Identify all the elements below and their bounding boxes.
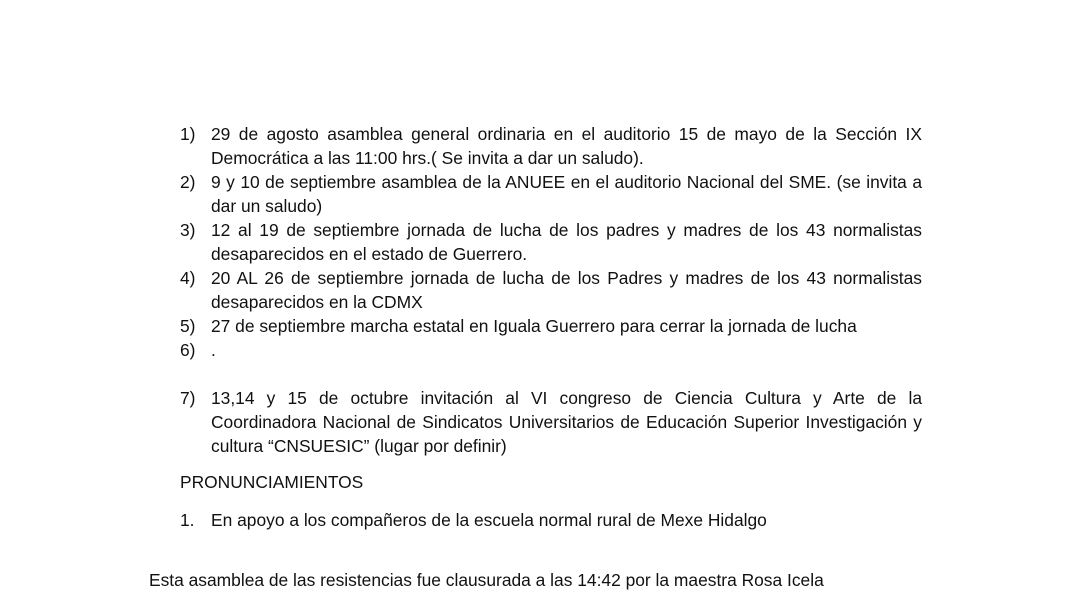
item-number: 1. bbox=[180, 510, 195, 530]
item-number: 7) bbox=[180, 388, 196, 408]
item-text: En apoyo a los compañeros de la escuela normal rural de Mexe Hidalgo bbox=[211, 510, 767, 530]
list-item bbox=[180, 386, 922, 458]
spacer bbox=[180, 362, 922, 386]
section-heading: PRONUNCIAMIENTOS bbox=[180, 472, 364, 492]
item-text: 9 y 10 de septiembre asamblea de la ANUEE en el auditorio Nacional del SME. (se invita a dar un saludo) bbox=[211, 172, 922, 216]
list-item bbox=[180, 170, 922, 218]
list-item bbox=[180, 314, 922, 338]
item-text: 12 al 19 de septiembre jornada de lucha de los padres y madres de los 43 normalistas desaparecidos en el estado de Guerrero. bbox=[211, 220, 922, 264]
item-text: 20 AL 26 de septiembre jornada de lucha de los Padres y madres de los 43 normalistas desaparecidos en la CDMX bbox=[211, 268, 922, 312]
list-item bbox=[180, 122, 922, 170]
item-text: 13,14 y 15 de octubre invitación al VI congreso de Ciencia Cultura y Arte de la Coordinadora Nacional de Sindicatos Universitarios de Educación Superior Investigación y cultura “CNSUESIC” (lugar por definir) bbox=[211, 388, 922, 456]
list-item bbox=[180, 338, 922, 362]
pronouncements-list bbox=[180, 508, 922, 532]
item-number: 1) bbox=[180, 124, 196, 144]
item-text: 29 de agosto asamblea general ordinaria en el auditorio 15 de mayo de la Sección IX Democrática a las 11:00 hrs.( Se invita a dar un saludo). bbox=[211, 124, 922, 168]
item-number: 2) bbox=[180, 172, 196, 192]
agenda-list bbox=[180, 122, 922, 458]
list-item bbox=[180, 508, 922, 532]
item-number: 4) bbox=[180, 268, 196, 288]
list-item bbox=[180, 266, 922, 314]
item-number: 5) bbox=[180, 316, 196, 336]
item-number: 3) bbox=[180, 220, 196, 240]
item-text: . bbox=[211, 340, 216, 360]
item-number: 6) bbox=[180, 340, 196, 360]
closing-paragraph: Esta asamblea de las resistencias fue clausurada a las 14:42 por la maestra Rosa Icela bbox=[149, 570, 824, 590]
list-item bbox=[180, 218, 922, 266]
item-text: 27 de septiembre marcha estatal en Iguala Guerrero para cerrar la jornada de lucha bbox=[211, 316, 857, 336]
